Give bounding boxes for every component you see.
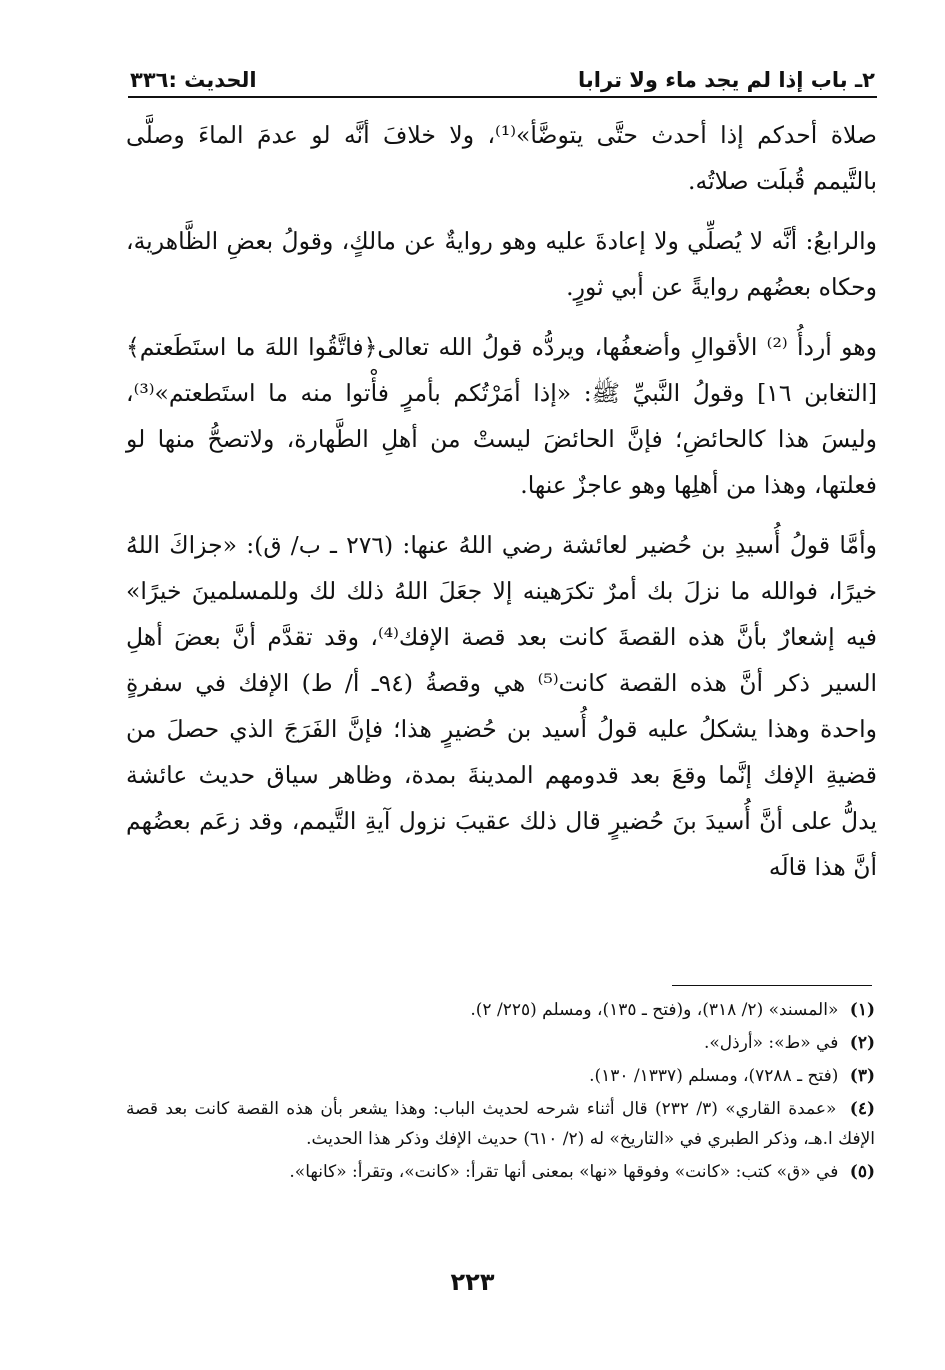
footnote-number: (١): [849, 1000, 875, 1020]
hadith-number: الحديث :٣٣٦: [130, 68, 257, 92]
footnote-number: (٥): [849, 1162, 875, 1182]
page-header: [130, 52, 875, 92]
footnote: [126, 1157, 875, 1187]
main-text: [126, 112, 877, 904]
footnote-number: (٤): [849, 1099, 876, 1119]
footnote-text: في «ق» كتب: «كانت» وفوقها «نها» بمعنى أنها تقرأ: «كانت»، وتقرأ: «كانها».: [289, 1162, 839, 1182]
footnote-number: (٢): [849, 1033, 875, 1053]
footnote-text: (فتح ـ ٧٢٨٨)، ومسلم (١٣٣٧/ ١٣٠).: [589, 1066, 839, 1086]
page-number: ٢٢٣: [450, 1268, 495, 1296]
paragraph: صلاة أحدكم إذا أحدث حتَّى يتوضَّأ»⁽¹⁾، ولا خلافَ أنَّه لو عدمَ الماءَ وصلَّى بالتَّيمم قُبلَت صلاتُه.: [126, 121, 877, 195]
footnote-text: «المسند» (٢/ ٣١٨)، و(فتح ـ ١٣٥)، ومسلم (٢٢٥/ ٢).: [470, 1000, 839, 1020]
paragraph: وأمَّا قولُ أُسيدِ بن حُضير لعائشة رضي اللهُ عنها: (٢٧٦ ـ ب/ ق): «جزاكَ اللهُ خيرًا، فوالله ما نزلَ بك أمرٌ تكرَهينه إلا جعَلَ اللهُ ذلك لك وللمسلمينَ خيرًا» فيه إشعارٌ بأنَّ هذه القصةَ كانت بعد قصة الإفك⁽⁴⁾، وقد تقدَّم أنَّ بعضَ أهلِ السير ذكر أنَّ هذه القصة كانت⁽⁵⁾ هي وقصةُ (٩٤ـ أ/ ط) الإفك في سفرةٍ واحدة وهذا يشكلُ عليه قولُ أُسيد بن حُضيرٍ هذا؛ فإنَّ الفَرَجَ الذي حصلَ من قضيةِ الإفك إنَّما وقعَ بعد قدومهم المدينةَ بمدة، وظاهر سياق حديث عائشة يدلُّ على أنَّ أُسيدَ بنَ حُضيرٍ قال ذلك عقيبَ نزول آيةِ التَّيمم، وقد زعَم بعضُهم أنَّ هذا قالَه: [126, 531, 878, 881]
paragraph: وهو أردأُ ⁽²⁾ الأقوالِ وأضعفُها، ويردُّه قولُ الله تعالى﴿فاتَّقُوا اللهَ ما استَطَعتم﴾ [التغابن ١٦] وقولُ النَّبيِّ ﷺ: «إذا أمَرْتُكم بأمرٍ فأْتوا منه ما استَطعتم»⁽³⁾، وليسَ هذا كالحائضِ؛ فإنَّ الحائضَ ليستْ من أهلِ الطَّهارة، ولاتصحُّ منها لو فعلتها، وهذا من أهلِها وهو عاجزٌ عنها.: [126, 333, 877, 499]
footnote: [126, 1028, 875, 1058]
footnote-text: «عمدة القاري» (٣/ ٢٣٢) قال أثناء شرحه لحديث الباب: وهذا يشعر بأن هذه القصة كانت بعد قصة الإفك ا.هـ، وذكر الطبري في «التاريخ» له (٢/ ٦١٠) حديث الإفك وذكر هذا الحديث.: [126, 1099, 875, 1149]
footnote-number: (٣): [849, 1066, 875, 1086]
header-divider: [128, 96, 877, 98]
footnotes: [126, 995, 875, 1190]
footnote: [126, 1061, 875, 1091]
footnote: [126, 1094, 875, 1154]
paragraph: والرابعُ: أنَّه لا يُصلِّي ولا إعادةَ عليه وهو روايةٌ عن مالكٍ، وقولُ بعضِ الظَّاهرية، وحكاه بعضُهم روايةً عن أبي ثورٍ.: [126, 227, 877, 301]
footnote: [126, 995, 875, 1025]
footnote-divider: [672, 985, 872, 986]
chapter-title: ٢ـ باب إذا لم يجد ماء ولا ترابا: [578, 68, 875, 92]
footnote-text: في «ط»: «أرذل».: [703, 1033, 839, 1053]
